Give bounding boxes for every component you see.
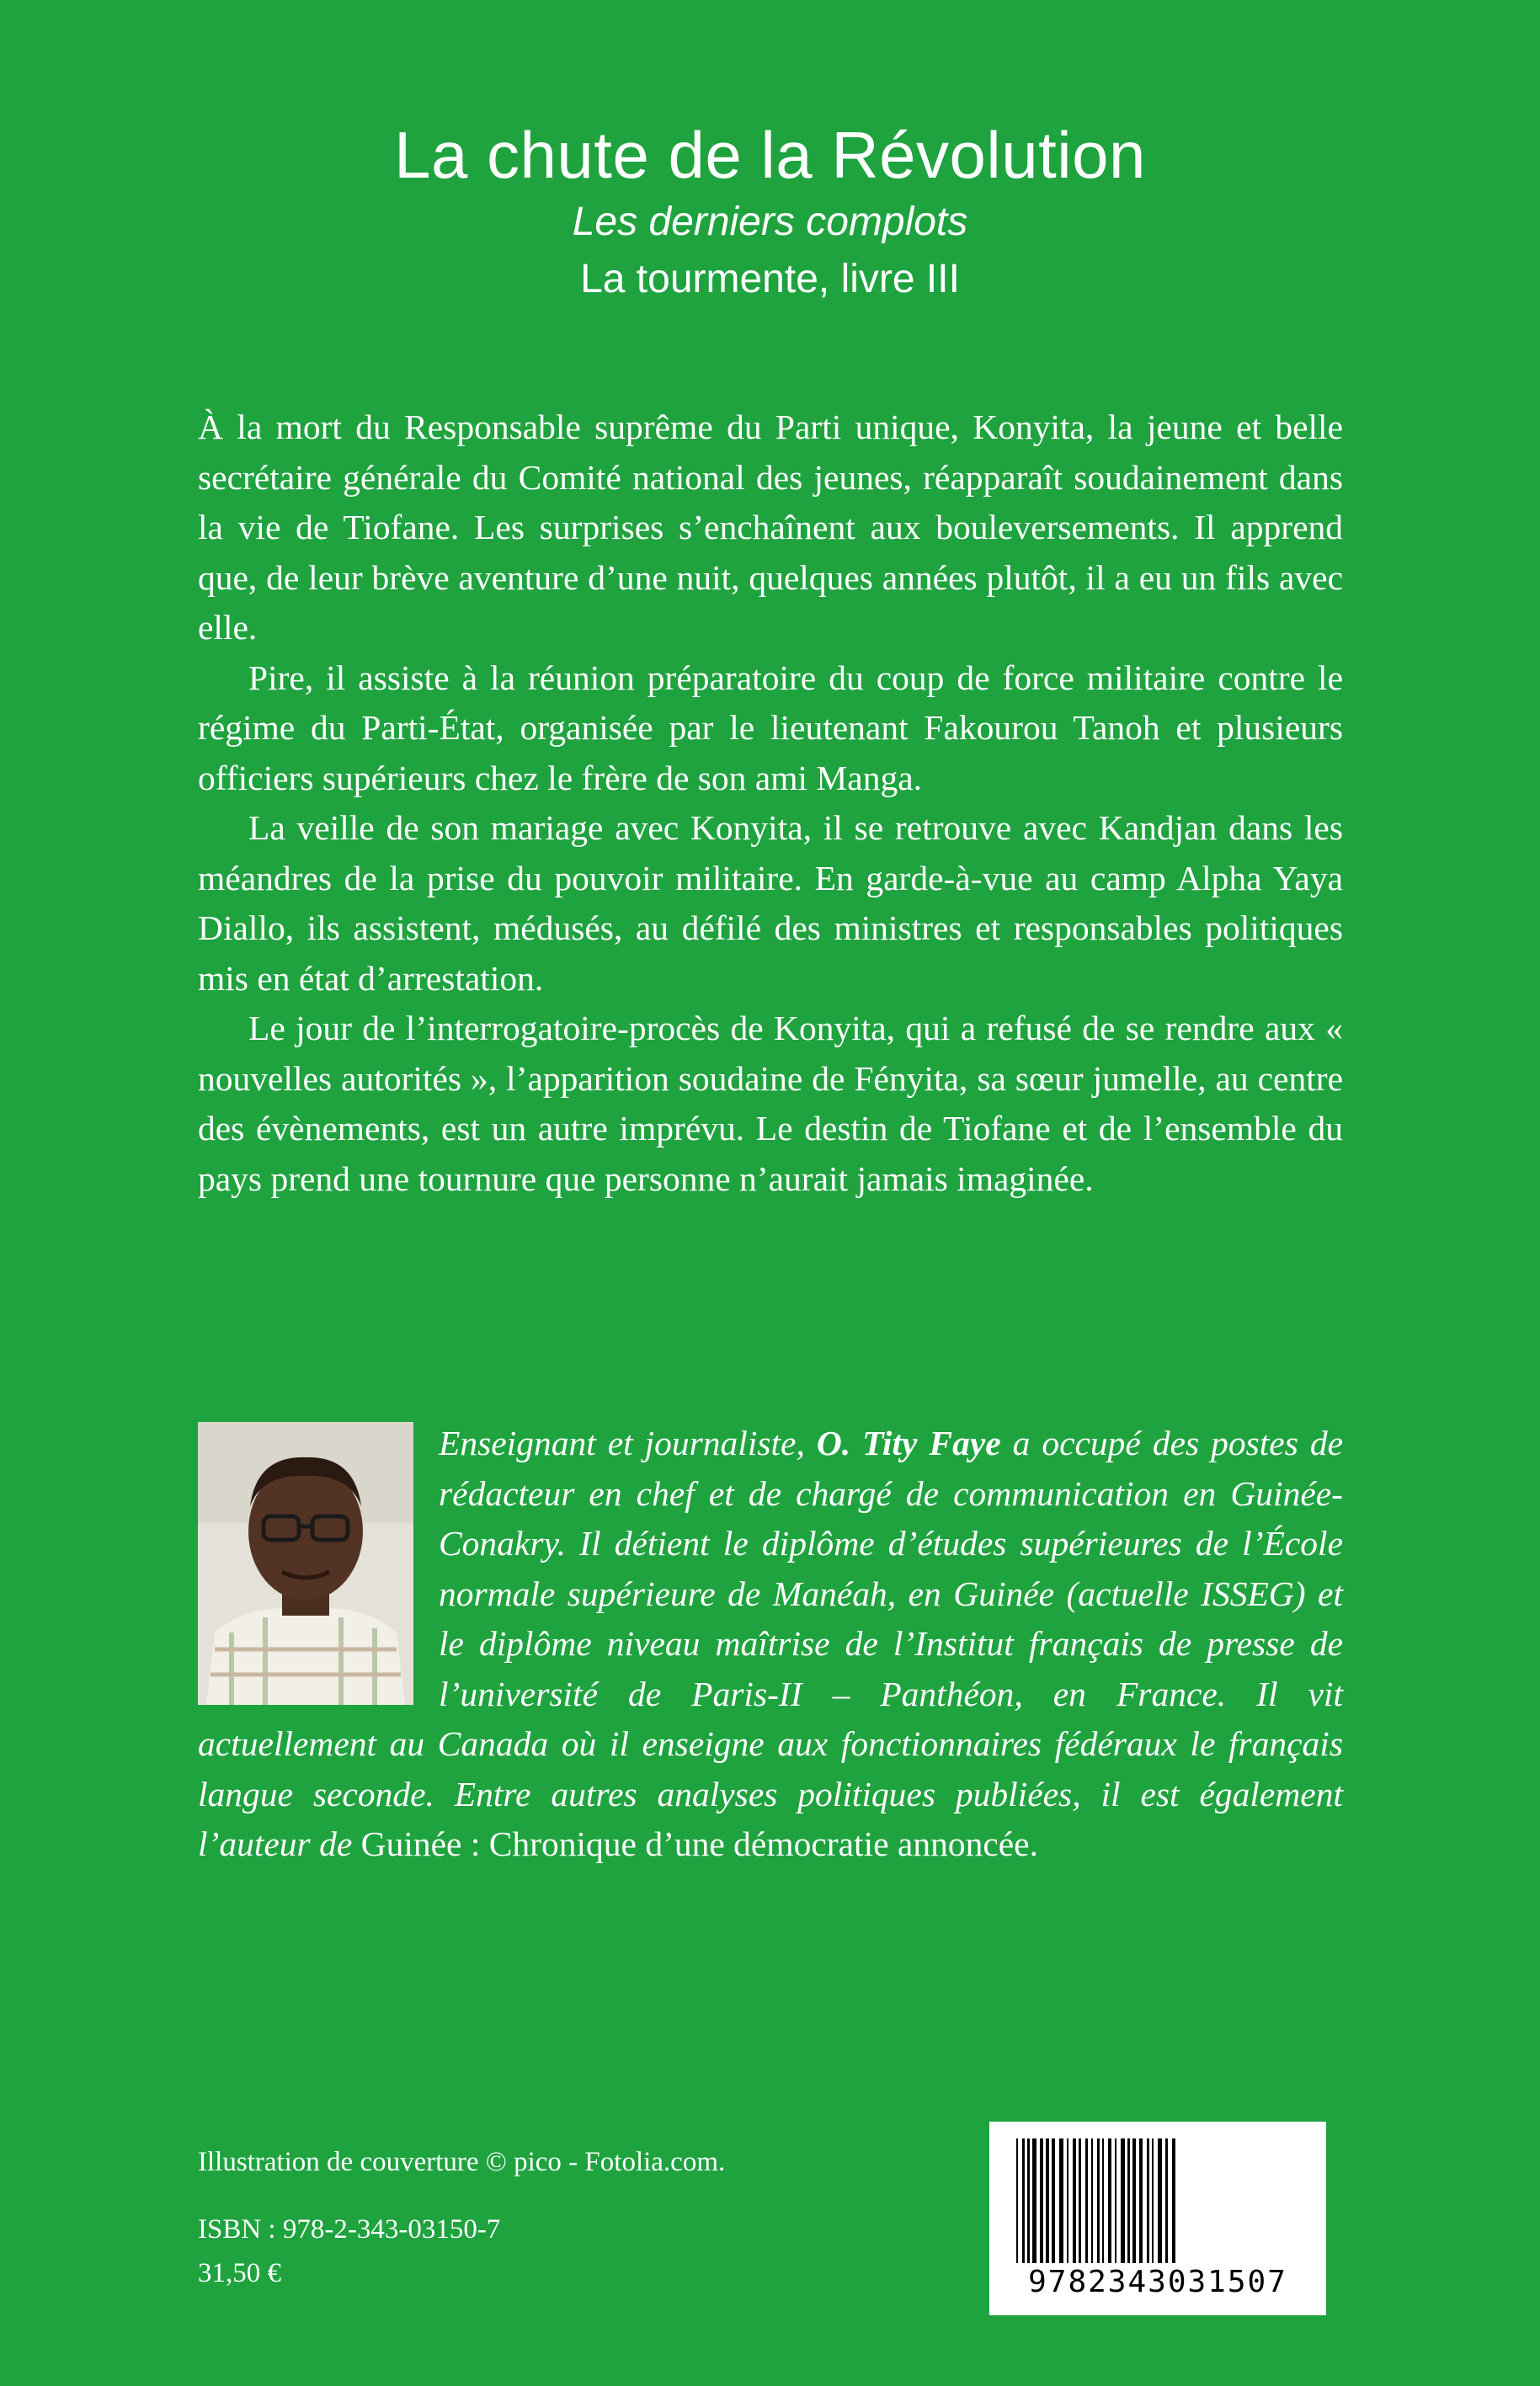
barcode-bar <box>1127 2138 1130 2263</box>
barcode-bar <box>1022 2138 1025 2263</box>
barcode-bar <box>1091 2138 1093 2263</box>
barcode-bar <box>1121 2138 1125 2263</box>
summary-paragraph-2: Pire, il assiste à la réunion préparatoire du coup de force militaire contre le régime du Parti-État, organisée par le lieutenant Fakourou Tanoh et plusieurs officiers supérieurs chez le frère de son ami Manga. <box>198 658 1343 797</box>
author-intro: Enseignant et journaliste, <box>439 1424 817 1462</box>
barcode-bar <box>1139 2138 1143 2263</box>
barcode-bar <box>1059 2138 1063 2263</box>
barcode-bar <box>1108 2138 1111 2263</box>
barcode-bar <box>1046 2138 1049 2263</box>
barcode-number: 9782343031507 <box>1028 2265 1287 2299</box>
barcode-bar <box>1152 2138 1154 2263</box>
author-bio <box>198 1419 1343 1870</box>
title-block <box>0 118 1540 305</box>
summary-text <box>198 402 1343 1204</box>
barcode-bar <box>1067 2138 1068 2263</box>
barcode-bar <box>1102 2138 1104 2263</box>
barcode-bar <box>1052 2138 1055 2263</box>
author-bio-text: a occupé des postes de rédacteur en chef et de chargé de communication en Guinée-Conakry. Il détient le diplôme d’études supérieures de l’École normale supérieure de Manéah, en Guinée (actuelle ISSEG) et le diplôme niveau maîtrise de l’Institut français de presse de l’université de Paris-II – Panthéon, en France. Il vit actuellement au Canada où il enseigne aux fonctionnaires fédéraux le français langue seconde. Entre autres analyses politiques publiées, il est également l’auteur de <box>198 1424 1343 1863</box>
barcode-bars <box>1013 2138 1303 2263</box>
barcode-bar <box>1016 2138 1018 2263</box>
barcode-bar <box>1040 2138 1043 2263</box>
barcode-bar <box>1165 2138 1168 2263</box>
summary-paragraph-4: Le jour de l’interrogatoire-procès de Konyita, qui a refusé de se rendre aux « nouvelles autorités », l’apparition soudaine de Fényita, sa sœur jumelle, au centre des évènements, est un autre imprévu. Le destin de Tiofane et de l’ensemble du pays prend une tournure que personne n’aurait jamais imaginée. <box>198 1009 1343 1198</box>
book-title: La chute de la Révolution <box>394 118 1146 192</box>
barcode-bar <box>1027 2138 1030 2263</box>
cover-credit: Illustration de couverture © pico - Fotolia.com. <box>198 2147 726 2177</box>
barcode-bar <box>1097 2138 1100 2263</box>
price: 31,50 € <box>198 2258 281 2288</box>
summary-paragraph-3: La veille de son mariage avec Konyita, il se retrouve avec Kandjan dans les méandres de la prise du pouvoir militaire. En garde-à-vue au camp Alpha Yaya Diallo, ils assistent, médusés, au défilé des ministres et responsables politiques mis en état d’arrestation. <box>198 808 1343 998</box>
author-photo <box>198 1422 413 1705</box>
book-subtitle: Les derniers complots <box>572 199 968 244</box>
author-book-title: Guinée : Chronique d’une démocratie annoncée. <box>360 1824 1038 1863</box>
author-name: O. Tity Faye <box>816 1424 1001 1462</box>
barcode-bar <box>1032 2138 1036 2263</box>
isbn: ISBN : 978-2-343-03150-7 <box>198 2214 501 2245</box>
summary-paragraph-1: À la mort du Responsable suprême du Parti unique, Konyita, la jeune et belle secrétaire générale du Comité national des jeunes, réapparaît soudainement dans la vie de Tiofane. Les surprises s’enchaînent aux bouleversements. Il apprend que, de leur brève aventure d’une nuit, quelques années plutôt, il a eu un fils avec elle. <box>198 407 1343 647</box>
barcode-bar <box>1172 2138 1175 2263</box>
barcode-bar <box>1147 2138 1149 2263</box>
series-label: La tourmente, livre III <box>580 256 960 301</box>
barcode-bar <box>1115 2138 1116 2263</box>
barcode <box>989 2122 1326 2315</box>
barcode-bar <box>1132 2138 1136 2263</box>
barcode-bar <box>1158 2138 1162 2263</box>
barcode-bar <box>1079 2138 1081 2263</box>
barcode-bar <box>1085 2138 1088 2263</box>
barcode-bar <box>1073 2138 1076 2263</box>
